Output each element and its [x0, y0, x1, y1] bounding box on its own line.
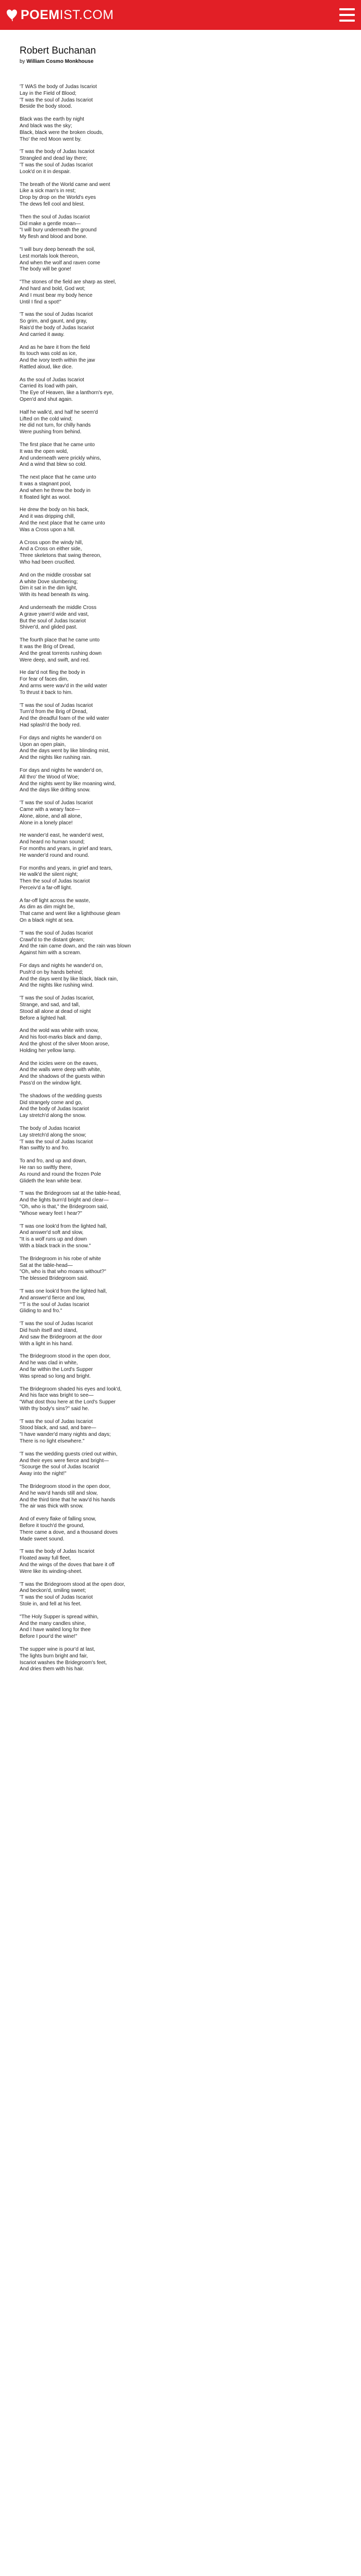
poem-line: And the nights like rushing wind.	[20, 982, 94, 989]
poem-line: A far-off light across the waste,	[20, 897, 90, 904]
poem-line: Did hush itself and stand,	[20, 1327, 78, 1333]
stanza	[20, 572, 329, 599]
poem-line: Before it touch'd the ground,	[20, 1523, 85, 1529]
stanza	[20, 1028, 329, 1054]
poem-line: Drop by drop on the World's eyes	[20, 195, 96, 201]
poem-line: 'T was the soul of Judas Iscariot	[20, 312, 93, 318]
poem-line: He ran so swiftly there,	[20, 1164, 72, 1171]
poem-line: And the third time that he wav'd his hands	[20, 1497, 116, 1503]
poem-line: He did not turn, for chilly hands	[20, 422, 91, 429]
stanza	[20, 1582, 329, 1608]
stanza	[20, 1061, 329, 1087]
site-header	[0, 0, 361, 30]
poem-line: There came a dove, and a thousand doves	[20, 1529, 118, 1535]
poem-line: Had splash'd the body red.	[20, 722, 81, 728]
poem-line: And beckon'd, smiling sweet;	[20, 1588, 86, 1594]
poem-line: And carried it away.	[20, 331, 65, 337]
poem-line: And the icicles were on the eaves,	[20, 1060, 98, 1066]
stanza	[20, 800, 329, 826]
poem-line: For months and years, in grief and tears,	[20, 845, 113, 852]
stanza	[20, 312, 329, 338]
poem-line: 'T was the soul of Judas Iscariot	[20, 800, 93, 806]
poem-line: And the days went by like black, black rain,	[20, 976, 118, 982]
stanza	[20, 442, 329, 468]
stanza	[20, 149, 329, 175]
poem-line: To thrust it back to him.	[20, 689, 73, 696]
poem-line: "Oh, who is that who moans without?"	[20, 1269, 106, 1275]
stanza	[20, 410, 329, 436]
hamburger-menu-icon[interactable]	[339, 8, 355, 22]
poem-line: And answer'd soft and slow,	[20, 1230, 84, 1236]
poem-line: He drew the body on his back,	[20, 507, 89, 513]
stanza	[20, 214, 329, 241]
poem-line: He wander'd east, he wander'd west,	[20, 833, 104, 839]
poem-line: And the wold was white with snow,	[20, 1028, 99, 1034]
stanza	[20, 247, 329, 273]
stanza	[20, 930, 329, 957]
poem-line: And a wind that blew so cold.	[20, 462, 87, 468]
poem-line: Perceiv'd a far-off light.	[20, 885, 72, 891]
poem-line: And saw the Bridegroom at the door	[20, 1334, 103, 1340]
poem-line: And answer'd fierce and low,	[20, 1295, 85, 1301]
poem-line: The body will be gone!	[20, 266, 72, 273]
stanza	[20, 898, 329, 924]
poem-line: Were pushing from behind.	[20, 429, 81, 435]
poem-line: All thro' the Wood of Woe;	[20, 774, 79, 780]
poem-line: A white Dove slumbering;	[20, 579, 78, 585]
poem-line: And black was the sky;	[20, 123, 72, 129]
poem-line: And on the middle crossbar sat	[20, 572, 91, 578]
poem-line: And the lights burn'd bright and clear—	[20, 1197, 109, 1204]
poem-line: 'T was the soul of Judas Iscariot	[20, 702, 93, 708]
poem-line: The body of Judas Iscariot	[20, 1126, 80, 1131]
poem-line: Strange, and sad, and tall,	[20, 1002, 80, 1008]
poem-line: And the ghost of the silver Moon arose,	[20, 1041, 109, 1047]
poem-line: 'T was the body of Judas Iscariot	[20, 1549, 95, 1555]
poem-line: "Whose weary feet I hear?"	[20, 1210, 83, 1216]
stanza	[20, 1386, 329, 1413]
author-link[interactable]: William Cosmo Monkhouse	[26, 59, 94, 64]
poem-line: And the walls were deep with white,	[20, 1067, 102, 1073]
poem-line: As the soul of Judas Iscariot	[20, 377, 85, 383]
poem-line: And the days like drifting snow.	[20, 787, 91, 793]
poem-line: Then the soul of Judas Iscariot	[20, 878, 90, 885]
poem-line: Black, black were the broken clouds,	[20, 129, 104, 135]
stanza	[20, 1321, 329, 1347]
poem-line: And far within the Lord's Supper	[20, 1366, 93, 1372]
poem-line: The dews fell cool and blest.	[20, 201, 85, 207]
poem-line: "I have wander'd many nights and days;	[20, 1432, 111, 1438]
poem-line: And when the wolf and raven come	[20, 260, 101, 266]
poem-line: Turn'd from the Brig of Dread,	[20, 709, 88, 715]
stanza	[20, 735, 329, 761]
poem-line: And dries them with his hair.	[20, 1666, 85, 1672]
poem-line: Stood all alone at dead of night	[20, 1008, 91, 1014]
poem-line: And the nights like rushing rain.	[20, 755, 92, 761]
poem-line: Was spread so long and bright.	[20, 1373, 91, 1379]
stanza	[20, 995, 329, 1022]
poem-line: Were like its winding-sheet.	[20, 1568, 83, 1574]
byline-prefix: by	[20, 59, 25, 64]
poem-line: And the rain came down, and the rain was blown	[20, 943, 131, 950]
poem-line: The Bridegroom shaded his eyes and look'd,	[20, 1386, 122, 1392]
poem-line: "'T is the soul of Judas Iscariot	[20, 1301, 89, 1308]
poem-line: And hard and bold, God wot;	[20, 285, 86, 292]
stanza	[20, 507, 329, 533]
stanza	[20, 1484, 329, 1510]
poem-line: The Bridegroom stood in the open door,	[20, 1353, 111, 1360]
poem-line: And I have waited long for thee	[20, 1627, 91, 1633]
stanza	[20, 768, 329, 794]
poem-line: Dim it sat in the dim light,	[20, 585, 77, 591]
poem-line: The breath of the World came and went	[20, 181, 110, 188]
poem-line: Upon an open plain,	[20, 741, 66, 748]
poem-line: The Bridegroom in his robe of white	[20, 1256, 101, 1262]
poem-line: Stood black, and sad, and bare—	[20, 1425, 96, 1431]
poem-line: And he was clad in white,	[20, 1360, 78, 1366]
poem-line: 'T was one look'd from the lighted hall,	[20, 1288, 107, 1294]
poem-line: And arms were wav'd in the wild water	[20, 683, 107, 689]
poem-line: It floated light as wool.	[20, 494, 71, 500]
stanza	[20, 703, 329, 729]
poem-line: Before I pour'd the wine!"	[20, 1634, 77, 1640]
poem-line: For months and years, in grief and tears,	[20, 865, 113, 871]
poem-line: Came with a weary face—	[20, 806, 80, 812]
poem-line: Floated away full fleet,	[20, 1555, 71, 1562]
stanza	[20, 1516, 329, 1543]
poem-line: 'T was the soul of Judas Iscariot	[20, 1139, 93, 1145]
poem-line: It was a stagnant pool,	[20, 481, 72, 487]
poem-line: For fear of faces dim,	[20, 676, 69, 683]
poem-line: Shiver'd, and glided past.	[20, 624, 77, 631]
poem-line: The air was thick with snow.	[20, 1503, 84, 1510]
poem-line: Rais'd the body of Judas Iscariot	[20, 325, 94, 331]
poem-line: So grim, and gaunt, and gray,	[20, 318, 88, 325]
poem-line: On a black night at sea.	[20, 918, 74, 924]
poem-line: Beside the body stood.	[20, 104, 72, 110]
poem-line: 'T was the body of Judas Iscariot	[20, 149, 95, 155]
poem-byline	[20, 59, 93, 64]
heart-quill-icon	[6, 8, 18, 22]
poem-line: Did strangely come and go,	[20, 1099, 83, 1106]
poem-line: "The Holy Supper is spread within,	[20, 1614, 99, 1620]
poem-line: For days and nights he wander'd on,	[20, 767, 103, 773]
poem-line: It was the open wold,	[20, 448, 68, 454]
poem-line: Holding her yellow lamp.	[20, 1047, 76, 1054]
poem-line: 'T was the Bridegroom sat at the table-head,	[20, 1191, 121, 1197]
poem-line: "What dost thou here at the Lord's Supper	[20, 1399, 116, 1405]
stanza	[20, 1126, 329, 1152]
stanza	[20, 1158, 329, 1184]
poem-line: As dim as dim might be,	[20, 904, 75, 910]
poem-line: 'T was the wedding guests cried out within,	[20, 1451, 118, 1457]
poem-line: A grave yawn'd wide and vast,	[20, 611, 89, 617]
poem-line: For days and nights he wander'd on	[20, 735, 102, 741]
poem-line: 'T was the soul of Judas Iscariot	[20, 1321, 93, 1327]
poem-line: "I will bury deep beneath the soil,	[20, 246, 95, 252]
poem-line: With a black track in the snow."	[20, 1243, 91, 1249]
poem-line: And as he bare it from the field	[20, 344, 90, 350]
poem-line: And underneath were prickly whins,	[20, 455, 101, 461]
poem-line: There is no light elsewhere."	[20, 1438, 85, 1445]
poem-line: Crawl'd to the distant gleam;	[20, 937, 85, 943]
poem-line: Alone in a lonely place!	[20, 820, 73, 826]
poem-line: And his foot-marks black and damp,	[20, 1035, 102, 1041]
poem-line: And of every flake of falling snow,	[20, 1516, 96, 1522]
poem-line: The fourth place that he came unto	[20, 637, 100, 643]
poem-line: Rattled aloud, like dice.	[20, 364, 73, 370]
poem-line: Like a sick man's in rest;	[20, 188, 76, 194]
stanza	[20, 84, 329, 110]
poem-line: He dar'd not fling the body in	[20, 670, 85, 676]
poem-line: "I will bury underneath the ground	[20, 227, 97, 233]
poem-line: The Eye of Heaven, like a lanthorn's eye,	[20, 390, 114, 396]
poem-line: Tho' the red Moon went by.	[20, 136, 82, 142]
poem-line: "The stones of the field are sharp as steel,	[20, 279, 116, 285]
poem-line: Were deep, and swift, and red.	[20, 657, 90, 663]
poem-line: And I must bear my body hence	[20, 292, 93, 298]
poem-line: And the many candles shine,	[20, 1620, 86, 1626]
poem-line: But the soul of Judas Iscariot	[20, 618, 86, 624]
poem-line: And the shadows of the guests within	[20, 1074, 105, 1080]
site-logo[interactable]	[6, 7, 114, 23]
poem-line: Alone, alone, and all alone,	[20, 813, 82, 819]
poem-line: Look'd on it in despair.	[20, 168, 71, 175]
stanza	[20, 637, 329, 664]
stanza	[20, 1256, 329, 1282]
poem-line: Sat at the table-head—	[20, 1262, 73, 1268]
stanza	[20, 474, 329, 501]
stanza	[20, 963, 329, 989]
poem-line: For days and nights he wander'd on,	[20, 963, 103, 969]
poem-line: The first place that he came unto	[20, 442, 95, 448]
poem-line: A Cross upon the windy hill,	[20, 539, 83, 546]
poem-line: 'T was the soul of Judas Iscariot	[20, 97, 93, 103]
poem-line: Three skeletons that swing thereon,	[20, 553, 102, 559]
poem-line: Against him with a scream.	[20, 950, 81, 956]
poem-line: Then the soul of Judas Iscariot	[20, 214, 90, 220]
poem-line: Lay in the Field of Blood;	[20, 90, 77, 96]
poem-line: Push'd on by hands behind;	[20, 969, 84, 975]
poem-line: Its touch was cold as ice,	[20, 351, 77, 357]
poem-line: The Bridegroom stood in the open door,	[20, 1484, 111, 1490]
stanza	[20, 1419, 329, 1445]
poem-line: Glideth the lean white bear.	[20, 1178, 83, 1184]
stanza	[20, 833, 329, 859]
poem-line: The lights burn bright and fair,	[20, 1653, 88, 1659]
poem-line: And the next place that he came unto	[20, 520, 105, 527]
stanza	[20, 377, 329, 403]
stanza	[20, 1289, 329, 1315]
poem-line: And a Cross on either side,	[20, 546, 82, 552]
poem-line: And underneath the middle Cross	[20, 605, 96, 611]
poem-line: 'T was the soul of Judas Iscariot	[20, 1595, 93, 1601]
poem-line: And it was dripping chill,	[20, 514, 75, 520]
poem-line: My flesh and blood and bone.	[20, 234, 88, 240]
stanza	[20, 1093, 329, 1120]
poem-line: Was a Cross upon a hill.	[20, 527, 76, 533]
poem-line: Did make a gentle moan—	[20, 221, 81, 227]
poem-line: Who had been crucified.	[20, 560, 75, 566]
poem-line: As round and round the frozen Pole	[20, 1171, 101, 1177]
poem-line: With thy body's sins?" said he.	[20, 1405, 89, 1412]
poem-line: Open'd and shut again.	[20, 397, 73, 403]
poem-line: Lifted on the cold wind;	[20, 416, 73, 422]
poem-line: 'T was one look'd from the lighted hall,	[20, 1223, 107, 1229]
poem-line: 'T WAS the body of Judas Iscariot	[20, 84, 97, 90]
poem-line: With its head beneath its wing.	[20, 592, 90, 598]
stanza	[20, 1614, 329, 1640]
poem-line: And when he threw the body in	[20, 487, 91, 494]
poem-line: Carried its load with pain,	[20, 383, 78, 389]
poem-line: Pass'd on the window light.	[20, 1080, 82, 1087]
poem-line: That came and went like a lighthouse gleam	[20, 911, 121, 917]
poem-body	[20, 84, 329, 1679]
stanza	[20, 1224, 329, 1250]
poem-line: The supper wine is pour'd at last,	[20, 1647, 95, 1652]
poem-line: And the body of Judas Iscariot	[20, 1106, 89, 1112]
stanza	[20, 182, 329, 208]
poem-line: 'T was the soul of Judas Iscariot	[20, 930, 93, 936]
poem-line: Iscariot washes the Bridegroom's feet,	[20, 1659, 107, 1666]
stanza	[20, 1353, 329, 1380]
poem-line: He walk'd the silent night;	[20, 872, 78, 878]
poem-line: And his face was bright to see—	[20, 1393, 94, 1399]
stanza	[20, 540, 329, 566]
poem-line: Made sweet sound.	[20, 1536, 64, 1542]
poem-line: And he wav'd hands still and slow,	[20, 1490, 98, 1496]
poem-line: Half he walk'd, and half he seem'd	[20, 409, 98, 415]
poem-line: Until I find a spot!"	[20, 299, 61, 305]
stanza	[20, 866, 329, 892]
poem-line: "Oh, who is that," the Bridegroom said,	[20, 1204, 108, 1210]
stanza	[20, 605, 329, 631]
poem-line: "Scourge the soul of Judas Iscariot	[20, 1464, 100, 1470]
poem-line: The next place that he came unto	[20, 474, 96, 481]
poem-line: And their eyes were fierce and bright—	[20, 1458, 109, 1464]
poem-line: Lay stretch'd along the snow;	[20, 1132, 87, 1138]
poem-line: And the wings of the doves that bare it off	[20, 1562, 114, 1568]
poem-line: With a light in his hand.	[20, 1341, 73, 1347]
poem-line: And the days went by like blinding mist,	[20, 748, 110, 754]
poem-line: Lest mortals look thereon,	[20, 253, 79, 259]
poem-line: To and fro, and up and down,	[20, 1158, 87, 1164]
poem-line: 'T was the soul of Judas Iscariot,	[20, 995, 94, 1002]
poem-line: Stole in, and fell at his feet.	[20, 1601, 82, 1607]
poem-line: Strangled and dead lay there;	[20, 156, 88, 162]
poem-line: 'T was the Bridegroom stood at the open door,	[20, 1581, 125, 1587]
poem-line: It was the Brig of Dread,	[20, 643, 75, 650]
poem-line: And the dreadful foam of the wild water	[20, 716, 109, 722]
stanza	[20, 345, 329, 371]
poem-line: And the great torrents rushing down	[20, 650, 102, 656]
stanza	[20, 1647, 329, 1673]
poem-line: 'T was the soul of Judas Iscariot	[20, 1418, 93, 1425]
poem-line: Gliding to and fro."	[20, 1308, 62, 1314]
poem-line: "It is a wolf runs up and down	[20, 1236, 87, 1243]
poem-line: Before a lighted hall.	[20, 1015, 67, 1021]
poem-line: 'T was the soul of Judas Iscariot	[20, 162, 93, 168]
stanza	[20, 116, 329, 143]
poem-line: And the ivory teeth within the jaw	[20, 358, 95, 364]
logo-text-sub: IST.COM	[59, 7, 114, 22]
poem-line: The shadows of the wedding guests	[20, 1093, 102, 1099]
stanza	[20, 1451, 329, 1478]
poem-line: Black was the earth by night	[20, 116, 85, 123]
poem-title: Robert Buchanan	[20, 45, 96, 56]
poem-line: He wander'd round and round.	[20, 852, 89, 858]
poem-line: And heard no human sound;	[20, 839, 85, 845]
poem-line: Lay stretch'd along the snow.	[20, 1113, 86, 1119]
poem-line: The blessed Bridegroom said.	[20, 1276, 88, 1282]
poem-line: Ran swiftly to and fro.	[20, 1145, 70, 1151]
stanza	[20, 1191, 329, 1217]
logo-text-poem: POEM	[21, 7, 60, 22]
stanza	[20, 1549, 329, 1575]
stanza	[20, 279, 329, 306]
poem-line: And the nights went by like moaning wind,	[20, 781, 116, 787]
poem-line: Away into the night!"	[20, 1471, 67, 1477]
stanza	[20, 670, 329, 696]
